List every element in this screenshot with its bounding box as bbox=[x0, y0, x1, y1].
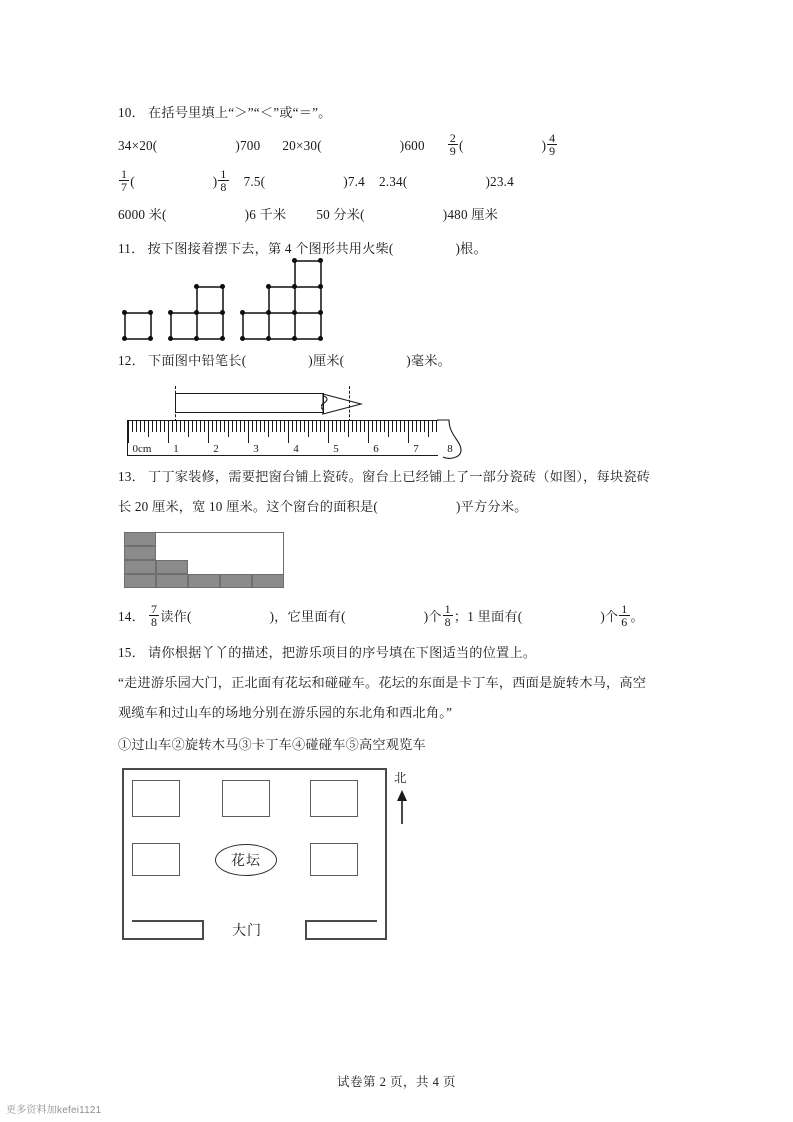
q10-r3-i1-left: 6000 米( bbox=[118, 207, 167, 222]
matchstick-segment bbox=[294, 260, 320, 262]
tile-cell bbox=[124, 560, 156, 574]
park-wall-bottom-right bbox=[305, 938, 387, 940]
tile-cell bbox=[156, 574, 188, 588]
matchstick-node bbox=[194, 310, 199, 315]
question-10-row-1 bbox=[118, 128, 688, 164]
matchstick-node bbox=[318, 336, 323, 341]
matchstick-node bbox=[122, 336, 127, 341]
question-11-text-after: )根。 bbox=[455, 241, 487, 256]
q10-r1-i3-left: ( bbox=[458, 138, 464, 153]
matchstick-node bbox=[266, 310, 271, 315]
question-10-row-2 bbox=[118, 164, 688, 200]
q10-r1-i2-left: 20×30( bbox=[282, 138, 322, 153]
question-12-text-before: 下面图中铅笔长( bbox=[147, 353, 247, 368]
matchstick-node bbox=[148, 336, 153, 341]
q10-r2-i1-left: ( bbox=[130, 174, 135, 189]
park-gate-ledge-left bbox=[132, 920, 204, 922]
matchstick-node bbox=[220, 336, 225, 341]
question-12-prompt bbox=[118, 346, 688, 376]
q10-r2-i3-left: 2.34( bbox=[378, 174, 408, 189]
ruler-tick-label: 7 bbox=[413, 443, 419, 455]
question-14-t5: )个 bbox=[600, 609, 619, 624]
matchstick-staircase-figure bbox=[124, 270, 688, 344]
ruler-tick-label: 8 bbox=[447, 443, 453, 455]
question-11-number: 11． bbox=[118, 241, 145, 256]
matchstick-node bbox=[266, 336, 271, 341]
compass-north-label: 北 bbox=[394, 771, 407, 785]
window-sill-tile-figure bbox=[124, 528, 688, 594]
park-site-northeast[interactable] bbox=[310, 780, 358, 817]
worksheet-content bbox=[118, 98, 688, 954]
question-11-text-before: 按下图接着摆下去，第 4 个图形共用火柴( bbox=[147, 241, 394, 256]
matchstick-node bbox=[240, 310, 245, 315]
park-wall-right bbox=[385, 768, 387, 940]
compass-arrow-icon bbox=[394, 788, 412, 824]
question-12-text-middle: )厘米( bbox=[308, 353, 345, 368]
matchstick-segment bbox=[242, 312, 320, 314]
question-14-t3: )个 bbox=[423, 609, 442, 624]
question-13-line2-after: )平方分米。 bbox=[455, 499, 528, 514]
q10-r3-i1-right: )6 千米 bbox=[244, 207, 287, 222]
park-wall-left bbox=[122, 768, 124, 940]
question-14-number: 14． bbox=[118, 609, 145, 624]
measure-guide-end bbox=[349, 386, 350, 422]
matchstick-node bbox=[292, 258, 297, 263]
q10-r2-i2-right: )7.4 bbox=[343, 174, 365, 189]
park-gate-wall-left bbox=[202, 920, 204, 940]
question-14-fraction-main: $\frac{7}{8}$ bbox=[150, 601, 158, 630]
park-gate-label: 大门 bbox=[232, 924, 262, 939]
matchstick-node bbox=[122, 310, 127, 315]
q10-r1-i3-right: ) bbox=[541, 138, 547, 153]
matchstick-segment bbox=[150, 312, 152, 338]
ruler-tick-label: 2 bbox=[213, 443, 219, 455]
matchstick-segment bbox=[196, 286, 222, 288]
ruler-with-pencil-figure bbox=[118, 380, 688, 460]
matchstick-node bbox=[220, 284, 225, 289]
ruler-tick-label: 6 bbox=[373, 443, 379, 455]
question-13-line1: 丁丁家装修，需要把窗台铺上瓷砖。窗台上已经铺上了一部分瓷砖（如图），每块瓷砖 bbox=[147, 469, 651, 484]
q10-r2-i2-left: 7.5( bbox=[243, 174, 266, 189]
matchstick-segment bbox=[242, 338, 320, 340]
question-15-options: ①过山车②旋转木马③卡丁车④碰碰车⑤高空观览车 bbox=[118, 737, 426, 752]
ruler-tick-label: 4 bbox=[293, 443, 299, 455]
tile-cell bbox=[156, 560, 188, 574]
matchstick-segment bbox=[320, 260, 322, 338]
tile-cell bbox=[220, 574, 252, 588]
matchstick-node bbox=[292, 310, 297, 315]
ruler-body bbox=[127, 420, 453, 456]
q10-r1-i1-left: 34×20( bbox=[118, 138, 158, 153]
matchstick-node bbox=[318, 310, 323, 315]
matchstick-node bbox=[194, 284, 199, 289]
tile-cell bbox=[124, 532, 156, 546]
tile-cell bbox=[124, 574, 156, 588]
q10-r1-i3-frac-left: $\frac{2}{9}$ bbox=[449, 130, 456, 159]
question-15-number: 15． bbox=[118, 645, 145, 660]
q10-r3-i2-right: )480 厘米 bbox=[442, 207, 499, 222]
question-11-prompt bbox=[118, 234, 688, 264]
question-15-prompt-text: 请你根据丫丫的描述，把游乐项目的序号填在下图适当的位置上。 bbox=[147, 645, 537, 660]
question-13-prompt bbox=[118, 462, 688, 492]
q10-r1-i3-frac-right: $\frac{4}{9}$ bbox=[549, 130, 556, 159]
ruler-tick-label: 3 bbox=[253, 443, 259, 455]
question-10-row-3 bbox=[118, 200, 688, 230]
question-14-fraction-b: $\frac{1}{6}$ bbox=[621, 601, 628, 630]
q10-r2-i1-right: ) bbox=[212, 174, 218, 189]
question-14-fraction-a: $\frac{1}{8}$ bbox=[444, 601, 451, 630]
ruler-tick-label: 1 bbox=[173, 443, 179, 455]
matchstick-node bbox=[266, 284, 271, 289]
q10-r3-i2-left: 50 分米( bbox=[316, 207, 365, 222]
park-gate-ledge-right bbox=[305, 920, 377, 922]
matchstick-node bbox=[318, 258, 323, 263]
matchstick-node bbox=[240, 336, 245, 341]
amusement-park-map-figure bbox=[122, 768, 688, 954]
question-14-t4: ；1 里面有( bbox=[453, 609, 523, 624]
matchstick-node bbox=[318, 284, 323, 289]
question-14-t2: )，它里面有( bbox=[269, 609, 346, 624]
flower-bed-oval: 花坛 bbox=[215, 844, 277, 876]
tile-cell bbox=[252, 574, 284, 588]
question-14-t6: 。 bbox=[630, 609, 644, 624]
question-12-text-after: )毫米。 bbox=[406, 353, 452, 368]
tile-cell bbox=[124, 546, 156, 560]
q10-r2-i1-frac-right: $\frac{1}{8}$ bbox=[220, 166, 227, 195]
matchstick-node bbox=[220, 310, 225, 315]
park-wall-bottom-left bbox=[122, 938, 204, 940]
q10-r2-i3-right: )23.4 bbox=[485, 174, 514, 189]
q10-r1-i1-right: )700 bbox=[235, 138, 261, 153]
question-13-prompt-line2 bbox=[118, 492, 688, 522]
matchstick-node bbox=[292, 284, 297, 289]
matchstick-node bbox=[168, 336, 173, 341]
measure-guide-start bbox=[175, 386, 176, 422]
matchstick-node bbox=[168, 310, 173, 315]
ruler-unit-label: 0cm bbox=[132, 443, 152, 455]
park-wall-top bbox=[122, 768, 387, 770]
park-site-northwest[interactable] bbox=[132, 780, 180, 817]
q10-r2-i1-frac-left: $\frac{1}{7}$ bbox=[121, 166, 128, 195]
question-12-number: 12． bbox=[118, 353, 145, 368]
question-13-number: 13． bbox=[118, 469, 145, 484]
matchstick-segment bbox=[294, 260, 296, 338]
pencil-tip-icon bbox=[321, 392, 365, 416]
question-14-prompt bbox=[118, 600, 688, 634]
question-10-number: 10． bbox=[118, 105, 145, 120]
matchstick-node bbox=[148, 310, 153, 315]
matchstick-segment bbox=[242, 312, 244, 338]
matchstick-segment bbox=[124, 312, 126, 338]
watermark-text: 更多资料加kefei1121 bbox=[6, 1105, 102, 1116]
park-site-north[interactable] bbox=[222, 780, 270, 817]
matchstick-segment bbox=[170, 312, 172, 338]
ruler-rounded-end bbox=[437, 419, 471, 461]
park-site-east[interactable] bbox=[310, 843, 358, 876]
question-10-prompt bbox=[118, 98, 688, 128]
question-14-t1: 读作( bbox=[160, 609, 192, 624]
page-footer: 试卷第 2 页，共 4 页 bbox=[336, 1075, 456, 1089]
matchstick-node bbox=[194, 336, 199, 341]
ruler-tick-label: 5 bbox=[333, 443, 339, 455]
matchstick-node bbox=[292, 336, 297, 341]
tile-cell bbox=[188, 574, 220, 588]
q10-r1-i2-right: )600 bbox=[399, 138, 425, 153]
question-13-line2-before: 长 20 厘米，宽 10 厘米。这个窗台的面积是( bbox=[118, 499, 378, 514]
question-15-quote-line1: “走进游乐园大门，正北面有花坛和碰碰车。花坛的东面是卡丁车，西面是旋转木马，高空 bbox=[118, 675, 647, 690]
question-10-prompt-text: 在括号里填上“＞”“＜”或“＝”。 bbox=[147, 105, 332, 120]
question-15-prompt bbox=[118, 638, 688, 668]
pencil-body bbox=[175, 393, 324, 413]
question-15-quote-line2: 观缆车和过山车的场地分别在游乐园的东北角和西北角。” bbox=[118, 705, 453, 720]
park-gate-wall-right bbox=[305, 920, 307, 940]
park-site-west[interactable] bbox=[132, 843, 180, 876]
